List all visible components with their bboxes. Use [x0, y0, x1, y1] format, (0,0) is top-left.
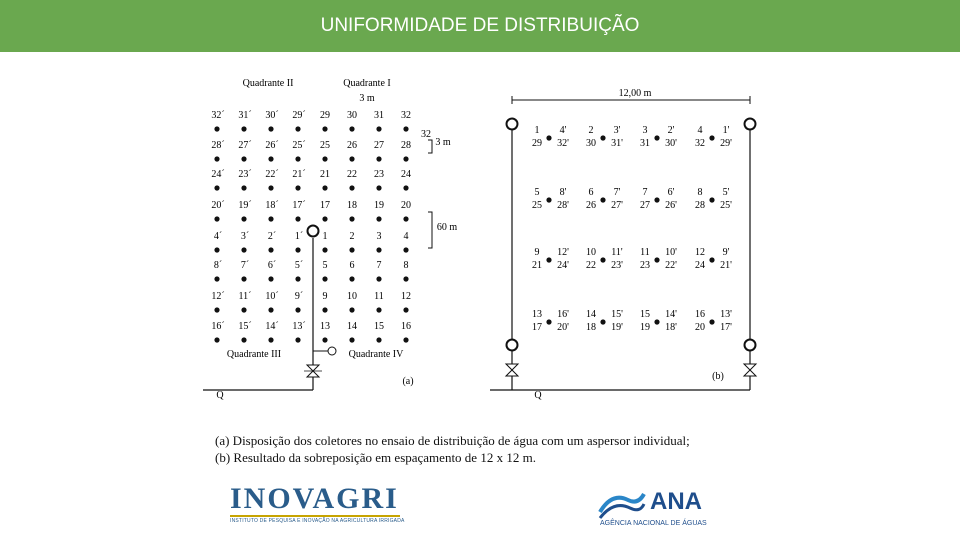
- radius-label: 60 m: [436, 222, 458, 233]
- collector-label: 15´: [238, 321, 252, 332]
- extra-collector-label: 32: [421, 129, 431, 140]
- collector-dot: [214, 126, 219, 131]
- collector-dot: [376, 247, 381, 252]
- collector-label: 21: [320, 169, 330, 180]
- collector-dot: [214, 185, 219, 190]
- collector-dot: [403, 126, 408, 131]
- quadrant-4-label: Quadrante IV: [348, 349, 404, 360]
- overlap-label: 19: [640, 322, 650, 333]
- collector-label: 29: [320, 110, 330, 121]
- collector-label: 22: [347, 169, 357, 180]
- collector-label: 7: [376, 260, 382, 271]
- overlap-label: 14: [586, 309, 596, 320]
- collector-label: 5´: [294, 260, 304, 271]
- collector-label: 17: [320, 200, 330, 211]
- collector-label: 20: [401, 200, 411, 211]
- overlap-label: 20': [557, 322, 569, 333]
- collector-label: 24: [401, 169, 411, 180]
- collector-dot: [268, 307, 273, 312]
- overlap-label: 27: [640, 200, 650, 211]
- overlap-label: 24: [695, 260, 705, 271]
- collector-dot: [546, 197, 551, 202]
- inovagri-logo-tagline: INSTITUTO DE PESQUISA E INOVAÇÃO NA AGRICULTURA IRRIGADA: [230, 518, 405, 524]
- flow-label-a: Q: [216, 390, 224, 401]
- overlap-label: 21: [532, 260, 542, 271]
- collector-label: 16´: [211, 321, 225, 332]
- overlap-label: 31': [611, 138, 623, 149]
- caption-line-2: (b) Resultado da sobreposição em espaçamento de 12 x 12 m.: [215, 450, 536, 465]
- slide-title: UNIFORMIDADE DE DISTRIBUIÇÃO: [320, 15, 640, 36]
- figure-caption: [215, 432, 690, 466]
- spacing-label-b: 12,00 m: [618, 88, 652, 99]
- collector-label: 32: [401, 110, 411, 121]
- collector-label: 8´: [213, 260, 223, 271]
- collector-label: 18: [347, 200, 357, 211]
- overlap-label: 8': [559, 187, 567, 198]
- collector-dot: [546, 257, 551, 262]
- overlap-label: 5: [534, 187, 540, 198]
- collector-dot: [241, 337, 246, 342]
- overlap-label: 4': [559, 125, 567, 136]
- overlap-label: 24': [557, 260, 569, 271]
- collector-dot: [600, 257, 605, 262]
- collector-label: 12: [401, 291, 411, 302]
- collector-label: 30: [347, 110, 357, 121]
- collector-label: 6´: [267, 260, 277, 271]
- collector-label: 20´: [211, 200, 225, 211]
- overlap-label: 28': [557, 200, 569, 211]
- collector-dot: [709, 319, 714, 324]
- collector-label: 14´: [265, 321, 279, 332]
- ana-wave-icon: [598, 486, 646, 520]
- panel-label-b: (b): [712, 371, 724, 382]
- collector-dot: [600, 197, 605, 202]
- overlap-label: 17': [720, 322, 732, 333]
- collector-dot: [349, 307, 354, 312]
- overlap-label: 31: [640, 138, 650, 149]
- collector-dot: [322, 216, 327, 221]
- overlap-label: 32: [695, 138, 705, 149]
- overlap-label: 22: [586, 260, 596, 271]
- collector-label: 19´: [238, 200, 252, 211]
- collector-dot: [241, 156, 246, 161]
- collector-dot: [349, 216, 354, 221]
- collector-dot: [654, 135, 659, 140]
- overlap-label: 12': [557, 247, 569, 258]
- sprinkler-b-top-left: [507, 119, 518, 130]
- overlap-label: 6: [588, 187, 594, 198]
- collector-dot: [403, 185, 408, 190]
- overlap-label: 2: [588, 125, 594, 136]
- sprinkler-a: [308, 226, 319, 237]
- overlap-label: 16': [557, 309, 569, 320]
- collector-label: 13´: [292, 321, 306, 332]
- radius-bracket: [428, 212, 432, 248]
- overlap-label: 15': [611, 309, 623, 320]
- collector-dot: [654, 197, 659, 202]
- overlap-label: 26: [586, 200, 596, 211]
- overlap-label: 27': [611, 200, 623, 211]
- collector-dot: [322, 276, 327, 281]
- panel-label-a: (a): [402, 376, 414, 387]
- sprinkler-b-bottom-left: [507, 340, 518, 351]
- collector-label: 10: [347, 291, 357, 302]
- collector-dot: [349, 156, 354, 161]
- overlap-label: 18: [586, 322, 596, 333]
- collector-dot: [268, 156, 273, 161]
- collector-label: 15: [374, 321, 384, 332]
- overlap-label: 25': [720, 200, 732, 211]
- collector-dot: [403, 337, 408, 342]
- overlap-label: 29': [720, 138, 732, 149]
- overlap-label: 22': [665, 260, 677, 271]
- overlap-label: 21': [720, 260, 732, 271]
- overlap-label: 23': [611, 260, 623, 271]
- collector-dot: [403, 307, 408, 312]
- ana-logo-name: ANA: [650, 488, 702, 515]
- collector-label: 31´: [238, 110, 252, 121]
- ana-logo: [598, 484, 738, 528]
- collector-dot: [654, 257, 659, 262]
- overlap-label: 9: [534, 247, 540, 258]
- overlap-label: 3: [642, 125, 648, 136]
- quadrant-3-label: Quadrante III: [226, 349, 282, 360]
- collector-dot: [268, 276, 273, 281]
- collector-dot: [322, 307, 327, 312]
- collector-label: 21´: [292, 169, 306, 180]
- collector-label: 28´: [211, 140, 225, 151]
- collector-dot: [322, 185, 327, 190]
- overlap-label: 14': [665, 309, 677, 320]
- collector-label: 8: [403, 260, 409, 271]
- flow-label-b: Q: [534, 390, 542, 401]
- collector-label: 26: [347, 140, 357, 151]
- collector-label: 4´: [213, 231, 223, 242]
- spacing-bracket: [428, 140, 432, 153]
- overlap-label: 32': [557, 138, 569, 149]
- spacing-label-a2: 3 m: [435, 137, 451, 148]
- collector-label: 26´: [265, 140, 279, 151]
- collector-label: 7´: [240, 260, 250, 271]
- overlap-label: 13': [720, 309, 732, 320]
- collector-dot: [600, 135, 605, 140]
- collector-dot: [322, 337, 327, 342]
- collector-dot: [268, 126, 273, 131]
- spacing-label-a: 3 m: [359, 93, 375, 104]
- collector-dot: [349, 185, 354, 190]
- collector-dot: [268, 247, 273, 252]
- inovagri-logo-rule: [230, 515, 400, 517]
- collector-label: 11´: [238, 291, 252, 302]
- collector-dot: [295, 337, 300, 342]
- overlap-label: 11: [640, 247, 650, 258]
- collector-dot: [709, 135, 714, 140]
- collector-dot: [241, 126, 246, 131]
- collector-label: 24´: [211, 169, 225, 180]
- collector-label: 29´: [292, 110, 306, 121]
- collector-label: 23´: [238, 169, 252, 180]
- overlap-label: 30: [586, 138, 596, 149]
- collector-dot: [349, 276, 354, 281]
- collector-label: 23: [374, 169, 384, 180]
- sprinkler-b-top-right: [745, 119, 756, 130]
- collector-dot: [241, 276, 246, 281]
- overlap-label: 2': [667, 125, 675, 136]
- collector-dot: [214, 307, 219, 312]
- collector-dot: [403, 156, 408, 161]
- overlap-label: 12: [695, 247, 705, 258]
- collector-dot: [349, 126, 354, 131]
- collector-label: 3´: [240, 231, 250, 242]
- collector-dot: [268, 216, 273, 221]
- collector-dot: [546, 135, 551, 140]
- collector-dot: [241, 185, 246, 190]
- collector-dot: [349, 247, 354, 252]
- collector-dot: [295, 156, 300, 161]
- collector-dot: [546, 319, 551, 324]
- overlap-label: 11': [611, 247, 623, 258]
- collector-dot: [376, 307, 381, 312]
- overlap-label: 15: [640, 309, 650, 320]
- overlap-label: 26': [665, 200, 677, 211]
- collector-label: 9´: [294, 291, 304, 302]
- collector-dot: [241, 247, 246, 252]
- collector-label: 4: [403, 231, 409, 242]
- collector-grid-b: [532, 125, 732, 333]
- collector-label: 16: [401, 321, 411, 332]
- collector-dot: [709, 257, 714, 262]
- collector-label: 6: [349, 260, 355, 271]
- collector-dot: [376, 276, 381, 281]
- collector-label: 10´: [265, 291, 279, 302]
- collector-dot: [241, 307, 246, 312]
- collector-label: 31: [374, 110, 384, 121]
- collector-label: 1´: [294, 231, 304, 242]
- collector-dot: [268, 185, 273, 190]
- collector-dot: [349, 337, 354, 342]
- collector-dot: [268, 337, 273, 342]
- quadrant-1-label: Quadrante I: [343, 78, 391, 89]
- collector-dot: [376, 156, 381, 161]
- overlap-label: 5': [722, 187, 730, 198]
- overlap-label: 7': [613, 187, 621, 198]
- inovagri-logo-name: INOVAGRI: [230, 482, 399, 515]
- collector-label: 27´: [238, 140, 252, 151]
- collector-dot: [600, 319, 605, 324]
- overlap-label: 1': [722, 125, 730, 136]
- overlap-label: 10: [586, 247, 596, 258]
- overlap-label: 3': [613, 125, 621, 136]
- overlap-label: 16: [695, 309, 705, 320]
- collector-label: 25: [320, 140, 330, 151]
- gauge-a: [328, 347, 336, 355]
- overlap-label: 29: [532, 138, 542, 149]
- overlap-label: 18': [665, 322, 677, 333]
- overlap-label: 1: [534, 125, 540, 136]
- collector-dot: [214, 247, 219, 252]
- overlap-label: 6': [667, 187, 675, 198]
- overlap-label: 17: [532, 322, 542, 333]
- collector-label: 22´: [265, 169, 279, 180]
- overlap-label: 4: [697, 125, 703, 136]
- overlap-label: 10': [665, 247, 677, 258]
- collector-label: 30´: [265, 110, 279, 121]
- overlap-label: 13: [532, 309, 542, 320]
- collector-dot: [295, 126, 300, 131]
- collector-dot: [295, 185, 300, 190]
- collector-label: 12´: [211, 291, 225, 302]
- collector-label: 19: [374, 200, 384, 211]
- collector-label: 17´: [292, 200, 306, 211]
- collector-dot: [376, 337, 381, 342]
- collector-label: 27: [374, 140, 384, 151]
- collector-dot: [403, 276, 408, 281]
- collector-dot: [295, 276, 300, 281]
- collector-dot: [295, 307, 300, 312]
- overlap-label: 7: [642, 187, 648, 198]
- collector-label: 13: [320, 321, 330, 332]
- collector-label: 1: [322, 231, 328, 242]
- collector-dot: [241, 216, 246, 221]
- collector-dot: [654, 319, 659, 324]
- collector-dot: [214, 156, 219, 161]
- valve-b-left: [506, 364, 518, 376]
- collector-label: 9: [322, 291, 328, 302]
- overlap-label: 9': [722, 247, 730, 258]
- overlap-label: 23: [640, 260, 650, 271]
- collector-label: 5: [322, 260, 328, 271]
- quadrant-2-label: Quadrante II: [242, 78, 294, 89]
- overlap-label: 30': [665, 138, 677, 149]
- sprinkler-b-bottom-right: [745, 340, 756, 351]
- collector-dot: [322, 126, 327, 131]
- collector-dot: [214, 337, 219, 342]
- collector-label: 28: [401, 140, 411, 151]
- collector-label: 3: [376, 231, 382, 242]
- collector-dot: [403, 247, 408, 252]
- valve-b-right: [744, 364, 756, 376]
- collector-dot: [322, 156, 327, 161]
- overlap-label: 20: [695, 322, 705, 333]
- collector-dot: [376, 126, 381, 131]
- collector-label: 25´: [292, 140, 306, 151]
- caption-line-1: (a) Disposição dos coletores no ensaio de distribuição de água com um aspersor individual;: [215, 433, 690, 448]
- inovagri-logo: [230, 482, 405, 524]
- collector-dot: [376, 216, 381, 221]
- collector-dot: [403, 216, 408, 221]
- collector-label: 2: [349, 231, 355, 242]
- collector-dot: [214, 276, 219, 281]
- overlap-label: 8: [697, 187, 703, 198]
- overlap-label: 25: [532, 200, 542, 211]
- overlap-label: 19': [611, 322, 623, 333]
- collector-dot: [295, 216, 300, 221]
- ana-logo-tagline: AGÊNCIA NACIONAL DE ÁGUAS: [600, 520, 707, 527]
- collector-label: 32´: [211, 110, 225, 121]
- collector-label: 2´: [267, 231, 277, 242]
- collector-label: 11: [374, 291, 384, 302]
- collector-dot: [376, 185, 381, 190]
- collector-label: 14: [347, 321, 357, 332]
- collector-dot: [214, 216, 219, 221]
- collector-label: 18´: [265, 200, 279, 211]
- collector-dot: [709, 197, 714, 202]
- overlap-label: 28: [695, 200, 705, 211]
- collector-dot: [295, 247, 300, 252]
- collector-dot: [322, 247, 327, 252]
